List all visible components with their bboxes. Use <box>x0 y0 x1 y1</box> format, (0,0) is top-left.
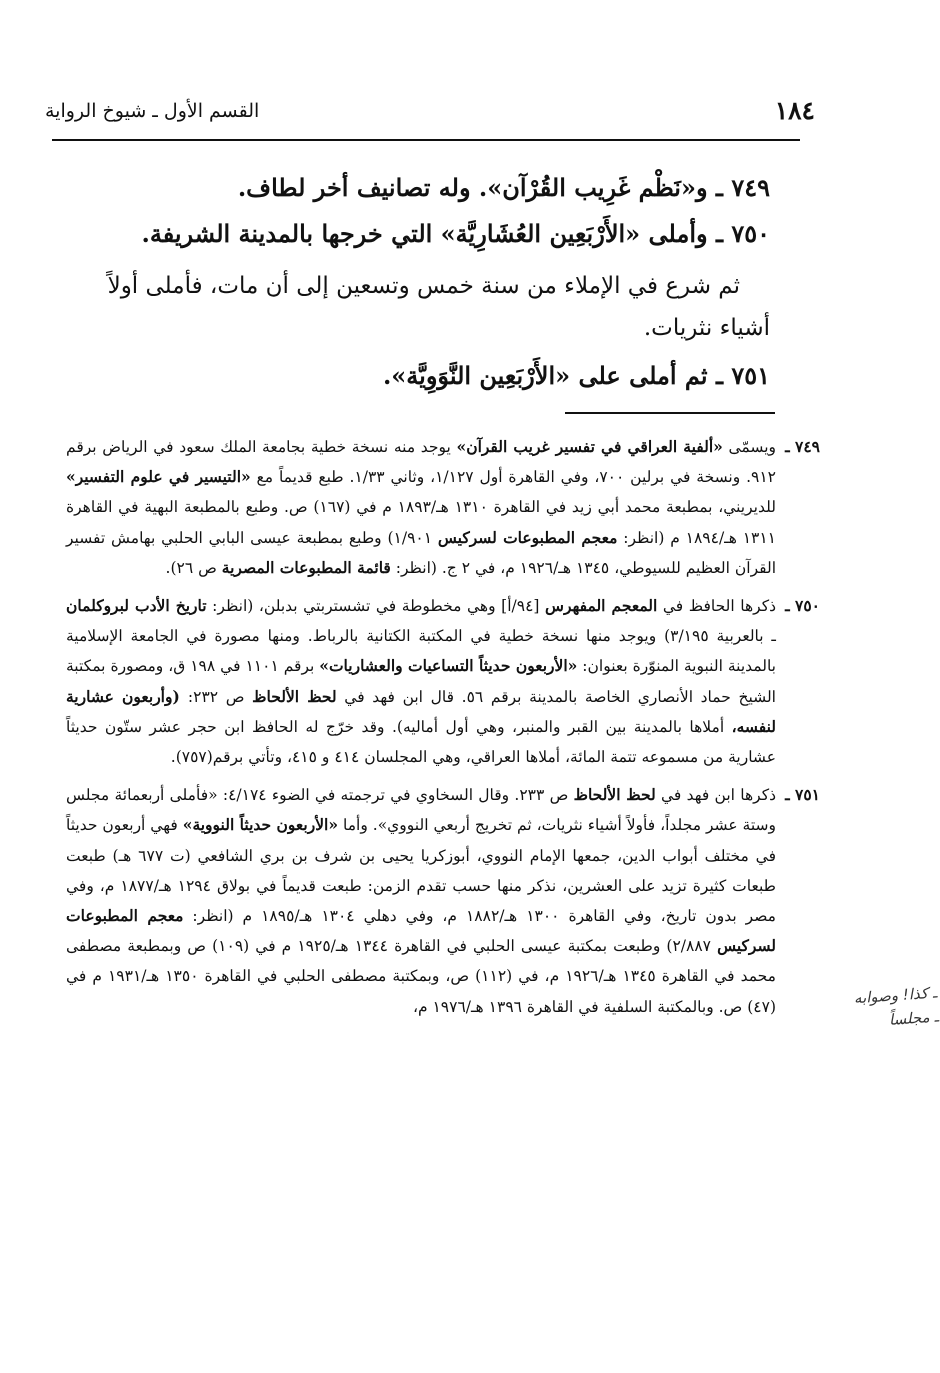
footnote-number: ٧٤٩ ـ <box>785 437 820 456</box>
main-text <box>80 165 770 399</box>
footnote-text: ص ٢٦). <box>165 558 222 577</box>
footnote-bold: (وأربعون عشارية لنفسه، <box>66 686 776 736</box>
footnote-text: أملاها بالمدينة بين القبر والمنبر، وهي أول أماليه). وقد خرّج له الحافظ ابن حجر عشر ستّون حديثاً عشارية من مسموعه تتمة المائة، أملاها العراقي، وهي المجلسان ٤١٤ و ٤١٥، وتأتي برقم(٧٥٧). <box>66 717 776 767</box>
body-paragraph: ثم شرع في الإملاء من سنة خمس وتسعين إلى أن مات، فأملى أولاً أشياء نثريات. <box>107 273 770 341</box>
footnote-text: ص ٢٣٣. وقال السخاوي في ترجمته في الضوء ٤/١٧٤: «فأملى أربعمائة مجلس وستة عشر مجلداً، فأولاً أشياء نثريات، ثم تخريج أربعي النووي». وأما <box>66 786 776 835</box>
footnote-749 <box>66 432 820 583</box>
running-title: القسم الأول ـ شيوخ الرواية <box>45 100 260 122</box>
footnote-text: ـ بالعربية ٣/١٩٥) ويوجد منها نسخة خطية في المكتبة الكتانية بالرباط. ومنها مصورة في الجامعة الإسلامية بالمدينة النبوية المنوّرة بعنوان: <box>66 627 776 676</box>
footnote-text: فهي أربعون حديثاً في مختلف أبواب الدين، جمعها الإمام النووي، أبوزكريا يحيى بن شرف بن بري الشافعي (ت ٦٧٧ هـ) طبعت طبعات كثيرة تزيد على العشرين، نذكر منها حسب تقدم الزمن: طبعت قديماً في بولاق ١٢٩٤ هـ/١٨٧٧ م، وفي مصر بدون تاريخ، وفي القاهرة ١٣٠٠ هـ/١٨٨٢ م، وفي دهلي ١٣٠٤ هـ/١٨٩٥ م (انظر: <box>66 816 776 926</box>
footnote-text: ويسمّى <box>722 438 776 456</box>
footnote-bold: «الأربعون حديثاً النووية» <box>182 815 339 835</box>
footnote-text: ١/٩٠١) وطبع بمطبعة عيسى البابي الحلبي بهامش تفسير القرآن العظيم للسيوطي، ١٣٤٥ هـ/١٩٢٦ م، في ٢ ج. (انظر: <box>66 528 776 577</box>
footnote-text: برقم ١١٠١ في ١٩٨ ق، ومصورة بمكتبة الشيخ حماد الأنصاري الخاصة بالمدينة برقم ٥٦. قال ابن فهد في <box>66 657 776 706</box>
footnote-bold: «التيسير في علوم التفسير» <box>66 467 251 487</box>
handwritten-margin-note <box>806 981 939 1038</box>
footnote-text: يوجد منه نسخة خطية بجامعة الملك سعود في الرياض برقم ٩١٢. ونسخة في برلين ٧٠٠، وفي القاهرة أول ١/١٢٧، وثاني ١/٣٣. طبع قديماً مع <box>66 438 776 487</box>
footnote-rule <box>565 412 775 414</box>
footnote-bold: «ألفية العراقي في تفسير غريب القرآن» <box>456 437 723 456</box>
footnote-bold: «الأربعون حديثاً التساعيات والعشاريات» <box>319 656 578 676</box>
footnote-bold: تاريخ الأدب لبروكلمان <box>66 596 207 616</box>
footnote-bold: لحظ الألحاظ <box>252 686 337 706</box>
footnote-750 <box>66 591 820 772</box>
footnote-bold: المعجم المفهرس <box>545 596 658 616</box>
footnote-bold: قائمة المطبوعات المصرية <box>221 557 391 577</box>
margin-note-line: ـ كذا! وصوابه <box>853 983 938 1008</box>
footnote-bold: لحظ الألحاظ <box>573 785 656 805</box>
footnotes <box>66 432 820 1030</box>
footnote-text: ٢/٨٨٧) وطبعت بمكتبة عيسى الحلبي في القاهرة ١٣٤٤ هـ/١٩٢٥ م في (١٠٩) ص وبمطبعة مصطفى محمد في القاهرة ١٣٤٥ هـ/١٩٢٦ م، في (١١٢) ص، وبمكتبة مصطفى الحلبي في القاهرة ١٣٥٠ هـ/١٩٣١ م في (٤٧) ص. وبالمكتبة السلفية في القاهرة ١٣٩٦ هـ/١٩٧٦ م، <box>66 937 776 1016</box>
footnote-number: ٧٥٠ ـ <box>785 596 820 616</box>
entry-750: ٧٥٠ ـ وأملى «الأَرْبَعِين العُشَارِيَّة» التي خرجها بالمدينة الشريفة. <box>141 219 770 248</box>
margin-note-line: ـ مجلساً <box>888 1007 940 1029</box>
footnote-751 <box>66 780 820 1022</box>
header-rule <box>52 139 800 141</box>
footnote-bold: معجم المطبوعات لسركيس <box>437 527 618 547</box>
page-number: ١٨٤ <box>774 96 815 125</box>
footnote-text: [٩٤/أ] وهي مخطوطة في تشستربتي بدبلن، (انظر: <box>206 597 546 616</box>
running-header <box>45 90 815 130</box>
footnote-text: للديريني، بمطبعة محمد أبي زيد في القاهرة ١٣١٠ هـ/١٨٩٣ م في (١٦٧) ص. وطبع بالمطبعة البهية في القاهرة ١٣١١ هـ/١٨٩٤ م (انظر: <box>66 498 777 547</box>
footnote-text: ذكرها ابن فهد في <box>655 786 776 805</box>
entry-749: ٧٤٩ ـ و«نَظْم غَرِيب القُرْآن». وله تصانيف أخر لطاف. <box>237 173 770 202</box>
footnote-number: ٧٥١ ـ <box>785 785 820 805</box>
footnote-text: ذكرها الحافظ في <box>657 597 776 616</box>
footnote-bold: معجم المطبوعات لسركيس <box>66 906 776 956</box>
footnote-text: ص ٢٣٢: <box>187 687 253 706</box>
entry-751: ٧٥١ ـ ثم أملى على «الأَرْبَعِين النَّوَوِيَّة». <box>382 361 770 390</box>
